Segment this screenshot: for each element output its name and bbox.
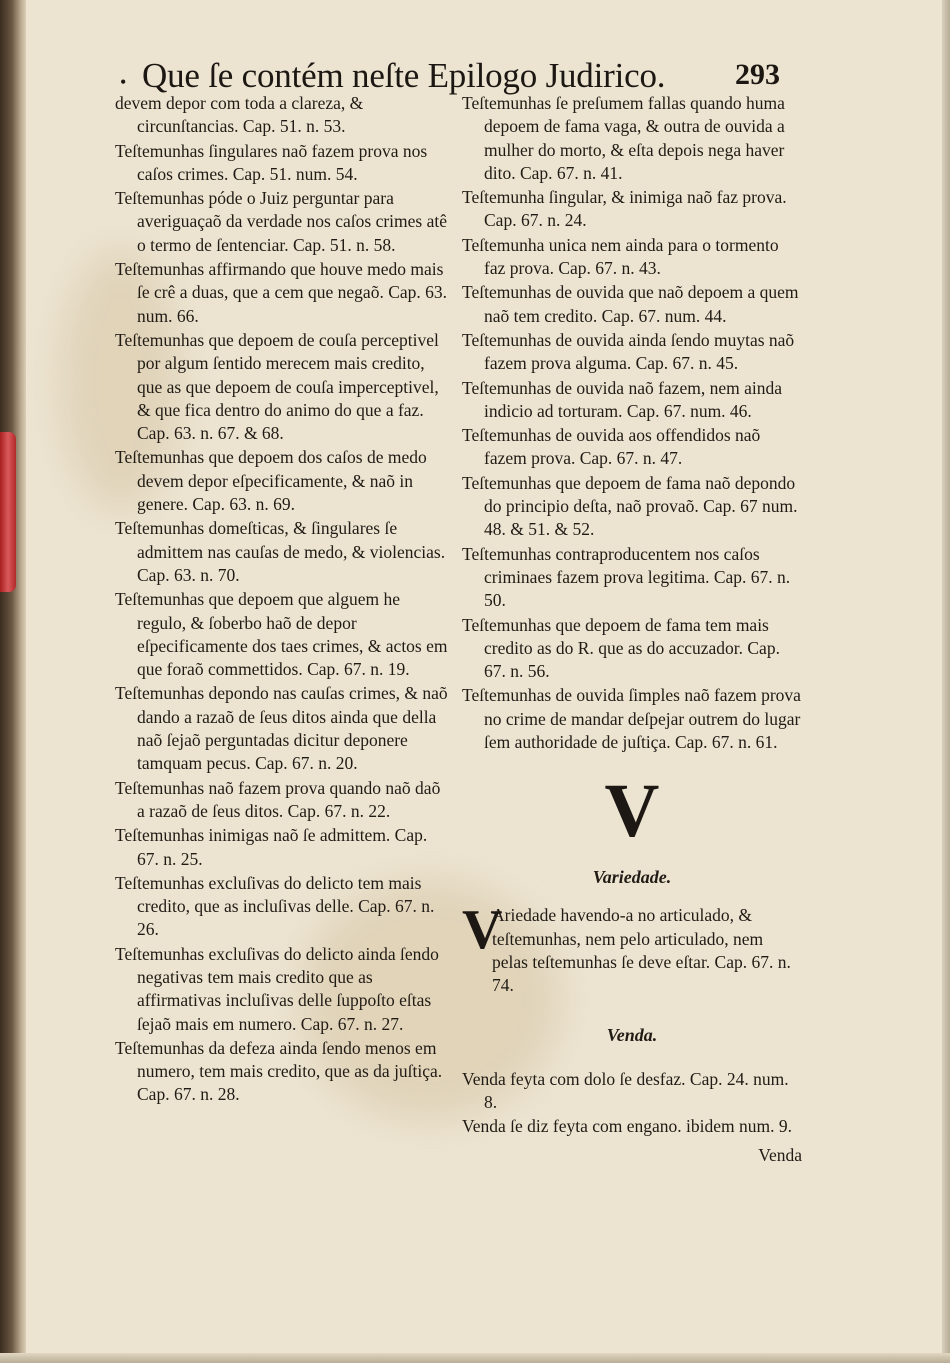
left-column [115, 92, 450, 1108]
index-entry: Teſtemunhas inimigas naõ ſe admittem. Cap. 67. n. 25. [115, 825, 428, 869]
book-binding [0, 0, 26, 1363]
index-entry: Teſtemunhas que depoem que alguem he regulo, & ſoberbo haõ de depor eſpecificamente dos taes crimes, & actos em que foraõ commettidos. Cap. 67. n. 19. [115, 589, 448, 680]
index-entry: Teſtemunhas excluſivas do delicto tem mais credito, que as incluſivas delle. Cap. 67. n. 26. [115, 872, 435, 940]
page-edge [942, 0, 950, 1363]
section-heading-variedade: Variedade. [592, 867, 672, 888]
index-entry: Teſtemunhas ſe preſumem fallas quando huma depoem de fama vaga, & outra de ouvida a mulher do morto, & eſta depois nega haver dito. Cap. 67. n. 41. [462, 93, 785, 183]
index-entry: Teſtemunha unica nem ainda para o tormento faz prova. Cap. 67. n. 43. [462, 234, 779, 279]
page-bottom-edge [0, 1353, 950, 1363]
bookmark-ribbon [0, 432, 16, 592]
variedade-text: Ariedade havendo-a no articulado, & teſtemunhas, nem pelo articulado, nem pelas teſtemunhas ſe deve eſtar. Cap. 67. n. 74. [492, 905, 791, 996]
index-entry: Teſtemunhas de ouvida ainda ſendo muytas naõ fazem prova alguma. Cap. 67. n. 45. [462, 329, 795, 374]
right-column [462, 92, 802, 1168]
index-entry: Teſtemunha ſingular, & inimiga naõ faz prova. Cap. 67. n. 24. [462, 187, 787, 231]
index-entry: Venda ſe diz feyta com engano. ibidem num. 9. [462, 1116, 792, 1137]
section-heading-venda: Venda. [606, 1024, 658, 1045]
index-entry: Teſtemunhas que depoem de fama naõ depondo do principio deſta, naõ provaõ. Cap. 67 num. 48. & 51. & 52. [462, 472, 798, 540]
section-letter: V [604, 769, 660, 854]
index-entry: Teſtemunhas que depoem dos caſos de medo devem depor eſpecificamente, & naõ in genere. Cap. 63. n. 69. [115, 447, 427, 515]
variedade-entry [462, 899, 802, 997]
index-entry: Teſtemunhas de ouvida naõ fazem, nem ainda indicio ad torturam. Cap. 67. num. 46. [462, 377, 782, 421]
running-head: Que ſe contém neſte Epilogo Judirico. [142, 56, 666, 95]
index-entry: devem depor com toda a clareza, & circunſtancias. Cap. 51. n. 53. [115, 93, 364, 137]
index-entry: Teſtemunhas ſingulares naõ fazem prova nos caſos crimes. Cap. 51. num. 54. [115, 140, 428, 184]
index-entry: Teſtemunhas depondo nas cauſas crimes, & naõ dando a razaõ de ſeus ditos ainda que della naõ ſejaõ perguntadas dicitur deponere tamquam pecus. Cap. 67. n. 20. [115, 683, 448, 774]
drop-cap: V [462, 899, 503, 962]
index-entry: Teſtemunhas que depoem de fama tem mais credito as do R. que as do accuzador. Cap. 67. n. 56. [462, 614, 780, 682]
index-entry: Teſtemunhas naõ fazem prova quando naõ daõ a razaõ de ſeus ditos. Cap. 67. n. 22. [115, 777, 441, 821]
index-entry: Teſtemunhas de ouvida ſimples naõ fazem prova no crime de mandar deſpejar outrem do lugar ſem authoridade de juſtiça. Cap. 67. n. 61. [462, 685, 801, 753]
index-entry: Venda feyta com dolo ſe desfaz. Cap. 24. num. 8. [462, 1068, 789, 1112]
index-entry: Teſtemunhas de ouvida que naõ depoem a quem naõ tem credito. Cap. 67. num. 44. [462, 282, 799, 326]
index-entry: Teſtemunhas que depoem de couſa perceptivel por algum ſentido merecem mais credito, que as que depoem de couſa imperceptivel, & que fica dentro do animo do que a faz. Cap. 63. n. 67. & 68. [115, 329, 439, 444]
page-number: 293 [735, 58, 780, 91]
index-entry: Teſtemunhas de ouvida aos offendidos naõ fazem prova. Cap. 67. n. 47. [462, 425, 761, 469]
index-entry: Teſtemunhas da defeza ainda ſendo menos em numero, tem mais credito, que as da juſtiça. Cap. 67. n. 28. [115, 1037, 443, 1105]
catchword: Venda [758, 1145, 802, 1166]
index-entry: Teſtemunhas contraproducentem nos caſos criminaes fazem prova legitima. Cap. 67. n. 50. [462, 543, 791, 611]
index-entry: Teſtemunhas affirmando que houve medo mais ſe crê a duas, que a cem que negaõ. Cap. 63. num. 66. [115, 259, 448, 326]
header-bullet: • [120, 72, 127, 92]
index-entry: Teſtemunhas domeſticas, & ſingulares ſe admittem nas cauſas de medo, & violencias. Cap. 63. n. 70. [115, 518, 446, 585]
index-entry: Teſtemunhas excluſivas do delicto ainda ſendo negativas tem mais credito que as affirmativas incluſivas delle ſuppoſto eſtas ſejaõ mais em numero. Cap. 67. n. 27. [115, 943, 439, 1034]
index-entry: Teſtemunhas póde o Juiz perguntar para averiguaçaõ da verdade nos caſos crimes atê o termo de ſentenciar. Cap. 51. n. 58. [115, 188, 447, 255]
